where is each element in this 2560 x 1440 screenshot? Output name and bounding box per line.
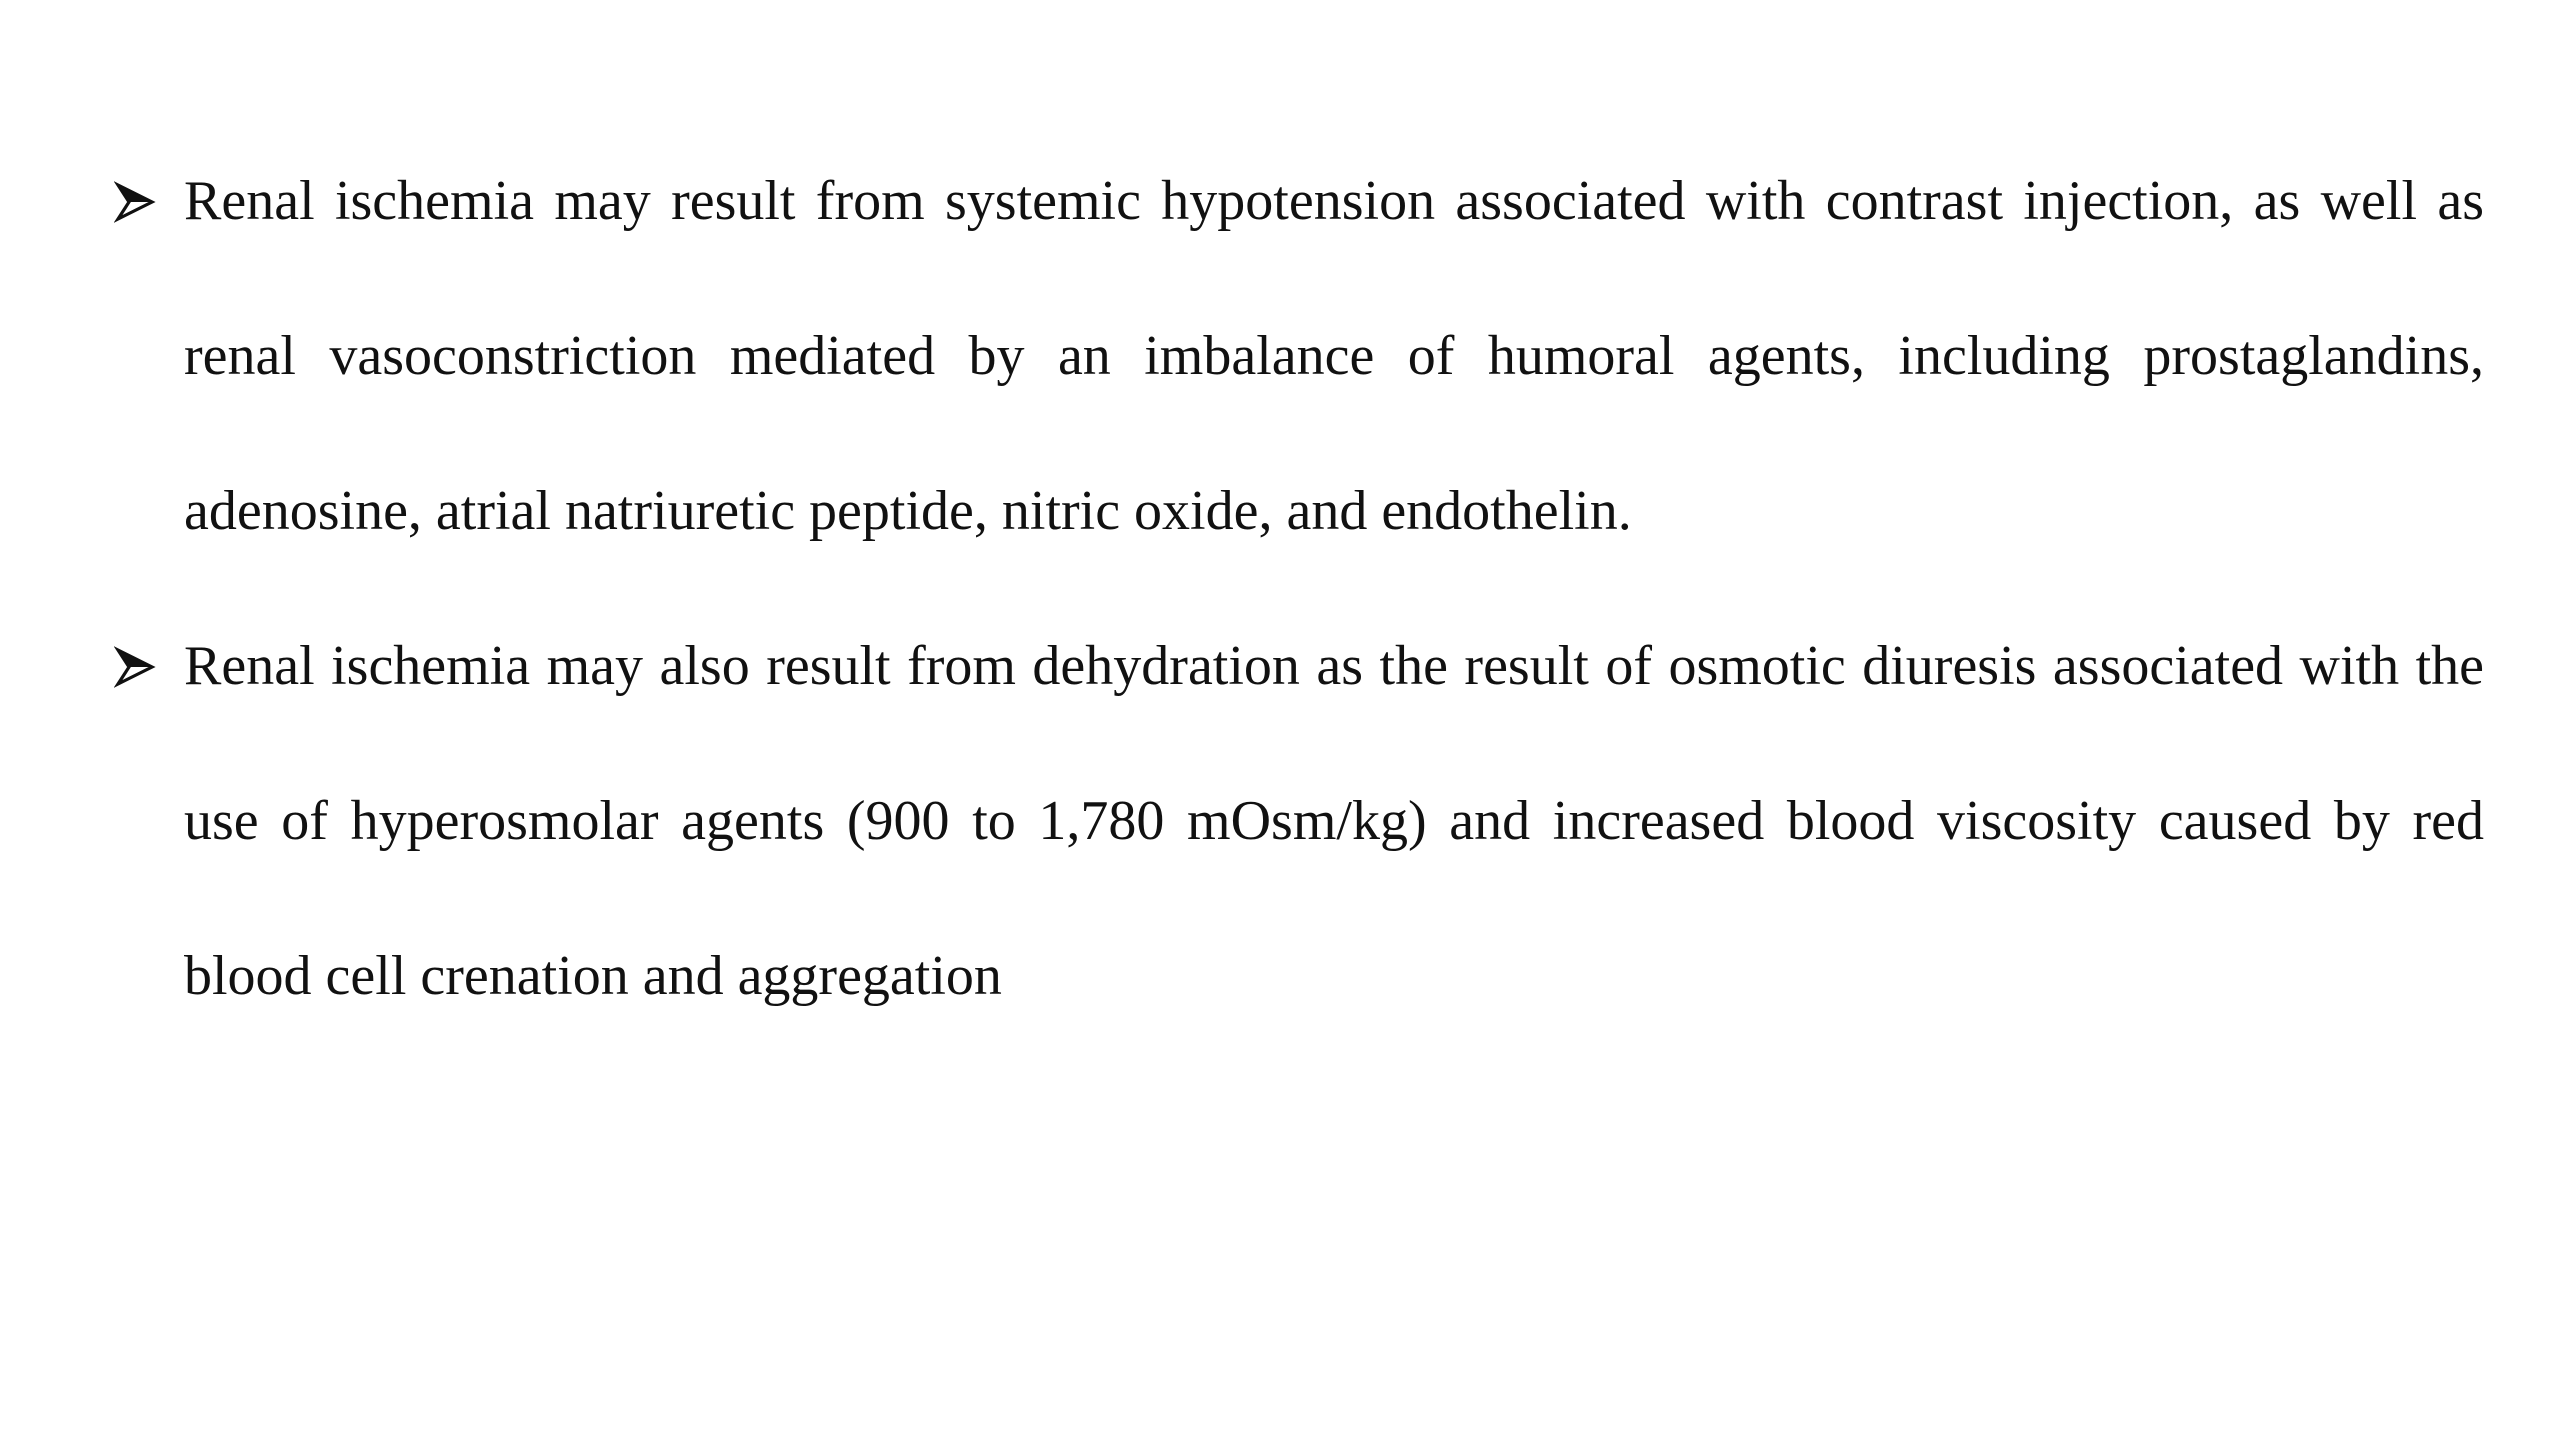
bullet-text: Renal ischemia may also result from dehydration as the result of osmotic diuresis associated with the use of hyperosmolar agents (900 to 1,780 mOsm/kg) and increased blood viscosity caused by red blood cell crenation and aggregation [184, 635, 2484, 1007]
arrowhead-bullet-icon [114, 124, 162, 279]
bullet-list [114, 124, 2484, 1054]
bullet-text: Renal ischemia may result from systemic hypotension associated with contrast injection, as well as renal vasoconstriction mediated by an imbalance of humoral agents, including prostaglandins, adenosine, atrial natriuretic peptide, nitric oxide, and endothelin. [184, 170, 2484, 542]
bullet-item [114, 589, 2484, 1054]
arrowhead-bullet-icon [114, 589, 162, 744]
bullet-item [114, 124, 2484, 589]
